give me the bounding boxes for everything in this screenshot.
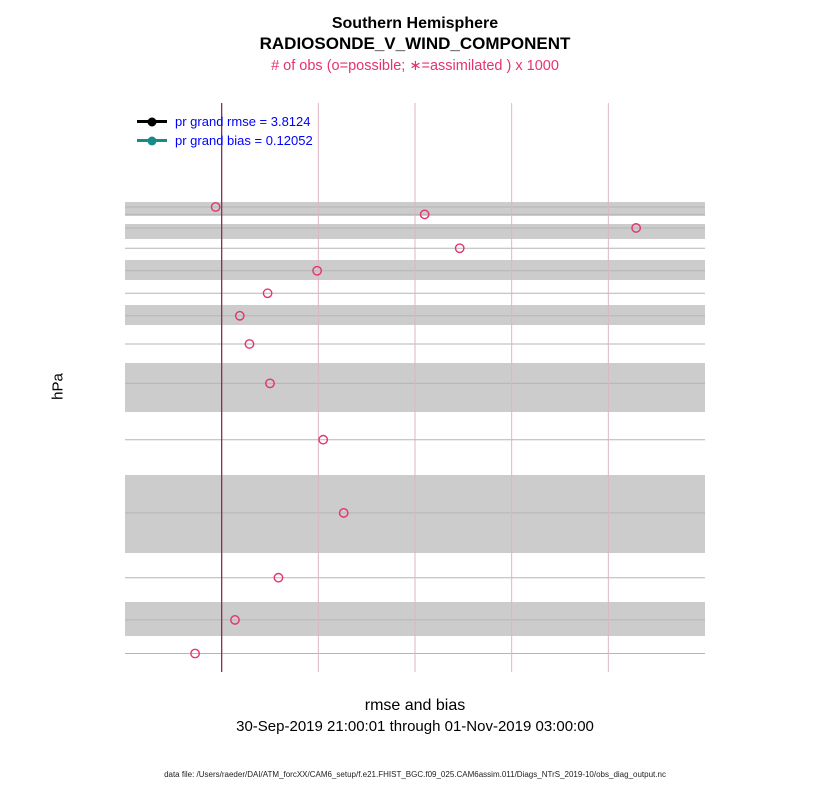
figure-title: Southern Hemisphere	[331, 15, 499, 32]
figure-variable-title: RADIOSONDE_V_WIND_COMPONENT	[259, 34, 571, 53]
data-file-path: data file: /Users/raeder/DAI/ATM_forcXX/CAM6_setup/f.e21.FHIST_BGC.f09_025.CAM6assim.011/Diags_NTrS_2019-10/obs_diag_output.nc	[164, 770, 666, 779]
legend-bias-label: pr grand bias = 0.12052	[175, 133, 313, 148]
legend-rmse-marker	[148, 117, 157, 126]
legend-bias-marker	[148, 136, 157, 145]
y-axis-label: hPa	[49, 373, 67, 400]
x-axis-label: rmse and bias	[364, 697, 466, 714]
legend-item-bias	[137, 131, 313, 150]
legend-bias-line-swatch	[137, 139, 167, 142]
top-axis-label: # of obs (o=possible; ∗=assimilated ) x 1000	[271, 58, 559, 74]
date-range: 30-Sep-2019 21:00:01 through 01-Nov-2019 03:00:00	[236, 718, 594, 735]
legend-rmse-line-swatch	[137, 120, 167, 123]
legend-rmse-label: pr grand rmse = 3.8124	[175, 114, 311, 129]
legend-item-rmse	[137, 112, 313, 131]
legend	[137, 112, 313, 150]
